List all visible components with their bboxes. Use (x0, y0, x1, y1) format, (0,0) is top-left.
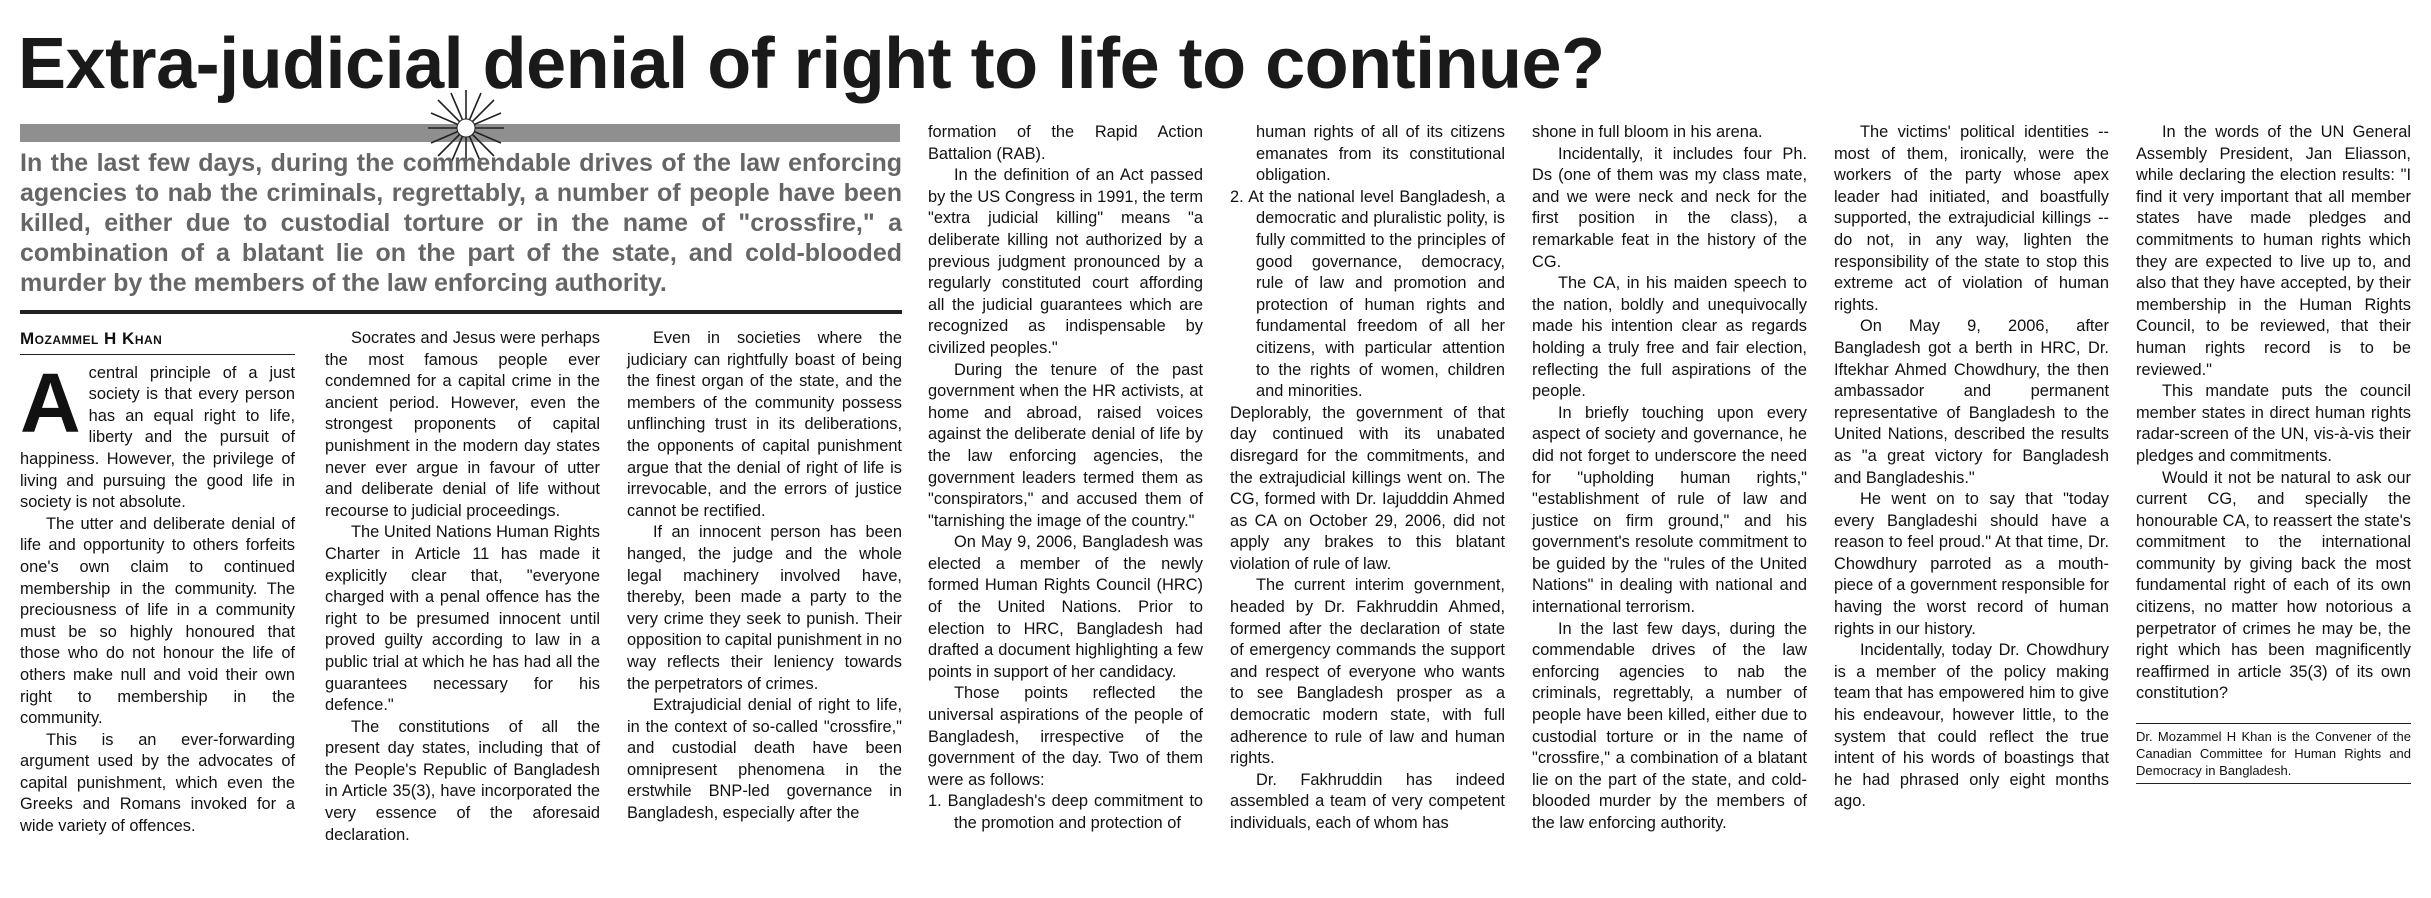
paragraph: On May 9, 2006, after Bangladesh got a berth in HRC, Dr. Iftekhar Ahmed Chowdhury, the then ambassador and permanent representative of Bangladesh to the United Nations, described the results as "a great victory for Bangladesh and Bangladeshis." (1834, 317, 2109, 487)
paragraph: Dr. Fakhruddin has indeed assembled a team of very competent individuals, each of whom has (1230, 770, 1505, 832)
list-item: 2. At the national level Bangladesh, a democratic and pluralistic polity, is fully committed to the principles of good governance, democracy, rule of law and promotion and protection of human rights and fundamental freedom of all her citizens, with particular attention to the rights of women, children and minorities. (1230, 187, 1505, 401)
paragraph: The United Nations Human Rights Charter in Article 11 has made it explicitly clear that, "everyone charged with a penal offence has the right to be presumed innocent until proved guilty according to law in a public trial at which he has had all the guarantees necessary for his defence." (325, 523, 600, 715)
paragraph: The constitutions of all the present day states, including that of the People's Republic of Bangladesh in Article 35(3), have incorporated the very essence of the aforesaid declaration. (325, 717, 600, 844)
paragraph: The CA, in his maiden speech to the nation, boldly and unequivocally made his intention clear as regards holding a truly free and fair election, reflecting the full aspirations of the people. (1532, 274, 1807, 401)
paragraph: On May 9, 2006, Bangladesh was elected a member of the newly formed Human Rights Council (HRC) of the United Nations. Prior to election to HRC, Bangladesh had drafted a document highlighting a few points in support of her candidacy. (928, 533, 1203, 681)
list-item: 1. Bangladesh's deep commitment to the promotion and protection of (928, 792, 1203, 832)
column-3 (627, 328, 902, 825)
paragraph: Extrajudicial denial of right to life, in the context of so-called "crossfire," and custodial death have been omnipresent phenomena in the erstwhile BNP-led governance in Bangladesh, especially after the (627, 696, 902, 823)
author-note: Dr. Mozammel H Khan is the Convener of the Canadian Committee for Human Rights and Democracy in Bangladesh. (2136, 723, 2411, 784)
headline: Extra-judicial denial of right to life to continue? (18, 24, 1605, 104)
byline: Mozammel H Khan (20, 328, 295, 355)
paragraph: Incidentally, it includes four Ph. Ds (one of them was my class mate, and we were neck and neck for the first position in the class), a remarkable feat in the history of the CG. (1532, 144, 1807, 271)
drop-cap: A (20, 355, 81, 450)
paragraph: Even in societies where the judiciary can rightfully boast of being the finest organ of the state, and the members of the community possess unflinching trust in its deliberations, the opponents of capital punishment argue that the denial of right of life is irrevocable, and the errors of justice cannot be rectified. (627, 329, 902, 520)
paragraph: This is an ever-forwarding argument used by the advocates of capital punishment, which even the Greeks and Romans invoked for a wide variety of offences. (20, 730, 295, 836)
standfirst: In the last few days, during the commendable drives of the law enforcing agencies to nab the criminals, regrettably, a number of people have been killed, either due to custodial torture or in the name of "crossfire," a combination of a blatant lie on the part of the state, and cold-blooded murder by the members of the law enforcing authority. (20, 149, 902, 297)
paragraph: The current interim government, headed by Dr. Fakhruddin Ahmed, formed after the declaration of state of emergency commands the support and respect of everyone who wants to see Bangladesh prosper as a democratic modern state, with full adherence to rule of law and human rights. (1230, 576, 1505, 768)
paragraph: Deplorably, the government of that day continued with its unabated disregard for the commitments, and the extrajudicial killings went on. The CG, formed with Dr. Iajudddin Ahmed as CA on October 29, 2006, did not apply any brakes to this blatant violation of rule of law. (1230, 403, 1505, 573)
paragraph: In the words of the UN General Assembly President, Jan Eliasson, while declaring the election results: "I find it very important that all member states have made pledges and commitments to human rights which they are expected to live up to, and also that they have accepted, by their membership in the Human Rights Council, to be reviewed, that their human rights record is to be reviewed." (2136, 123, 2411, 379)
list-item-continued: human rights of all of its citizens emanates from its constitutional obligation. (1256, 123, 1505, 185)
column-5 (1230, 122, 1505, 835)
column-4 (928, 122, 1203, 835)
paragraph: shone in full bloom in his arena. (1532, 123, 1763, 141)
paragraph: formation of the Rapid Action Battalion (RAB). (928, 123, 1203, 163)
column-1 (20, 328, 295, 838)
paragraph: In the definition of an Act passed by the US Congress in 1991, the term "extra judicial killing" means "a deliberate killing not authorized by a previous judgment pronounced by a regularly constituted court affording all the judicial guarantees which are recognized as indispensable by civilized peoples." (928, 166, 1203, 357)
column-2 (325, 328, 600, 846)
paragraph: Would it not be natural to ask our current CG, and specially the honourable CA, to reassert the state's commitment to the international community by giving back the most fundamental right of each of its own citizens, no matter how notorious a perpetrator of crimes he may be, the right which has been magnificently reaffirmed in article 35(3) of its own constitution? (2136, 468, 2411, 703)
paragraph: In briefly touching upon every aspect of society and governance, he did not forget to underscore the need for "upholding human rights," "establishment of rule of law and justice on firm ground," and his government's resolute commitment to be guided by the "rules of the United Nations" in dealing with national and international terrorism. (1532, 403, 1807, 617)
paragraph: Incidentally, today Dr. Chowdhury is a member of the policy making team that has empowered him to give his endeavour, however little, to the system that could reflect the true intent of his words of boastings that he had phrased only eight months ago. (1834, 641, 2109, 811)
divider (20, 310, 902, 314)
paragraph: If an innocent person has been hanged, the judge and the whole legal machinery involved have, thereby, been made a party to the very crime they seek to punish. Their opposition to capital punishment in no way reflects their leniency towards the perpetrators of crimes. (627, 523, 902, 693)
paragraph: During the tenure of the past government when the HR activists, at home and abroad, raised voices against the deliberate denial of life by the law enforcing agencies, the government leaders termed them as "conspirators," and accused them of "tarnishing the image of the country." (928, 360, 1203, 530)
paragraph: This mandate puts the council member states in direct human rights radar-screen of the UN, vis-à-vis their pledges and commitments. (2136, 382, 2411, 465)
paragraph: Socrates and Jesus were perhaps the most famous people ever condemned for a capital crime in the ancient period. However, even the strongest proponents of capital punishment in the modern day states never ever argue in favour of utter and deliberate denial of life without recourse to judicial proceedings. (325, 329, 600, 520)
paragraph: The utter and deliberate denial of life and opportunity to others forfeits one's own claim to continued membership in the community. The preciousness of life in a community must be so highly honoured that those who do not honour the life of others make null and void their own right to membership in the community. (20, 514, 295, 728)
paragraph: The victims' political identities -- most of them, ironically, were the workers of the party whose apex leader had initiated, and boastfully supported, the extrajudicial killings -- do not, in any way, lighten the responsibility of the state to stop this extreme act of violation of human rights. (1834, 123, 2109, 314)
column-8 (2136, 122, 2411, 784)
column-7 (1834, 122, 2109, 813)
column-6 (1532, 122, 1807, 835)
paragraph: Those points reflected the universal aspirations of the people of Bangladesh, irrespective of the government of the day. Two of them were as follows: (928, 684, 1203, 789)
paragraph: In the last few days, during the commendable drives of the law enforcing agencies to nab the criminals, regrettably, a number of people have been killed, either due to custodial torture or in the name of "crossfire," a combination of a blatant lie on the part of the state, and cold-blooded murder by the members of the law enforcing authority. (1532, 619, 1807, 832)
paragraph: He went on to say that "today every Bangladeshi should have a reason to feel proud." At that time, Dr. Chowdhury parroted as a mouth-piece of a government responsible for having the worst record of human rights in our history. (1834, 490, 2109, 638)
paragraph: Acentral principle of a just society is that every person has an equal right to life, liberty and the pursuit of happiness. However, the privilege of living and pursuing the good life in society is not absolute. (20, 355, 295, 512)
